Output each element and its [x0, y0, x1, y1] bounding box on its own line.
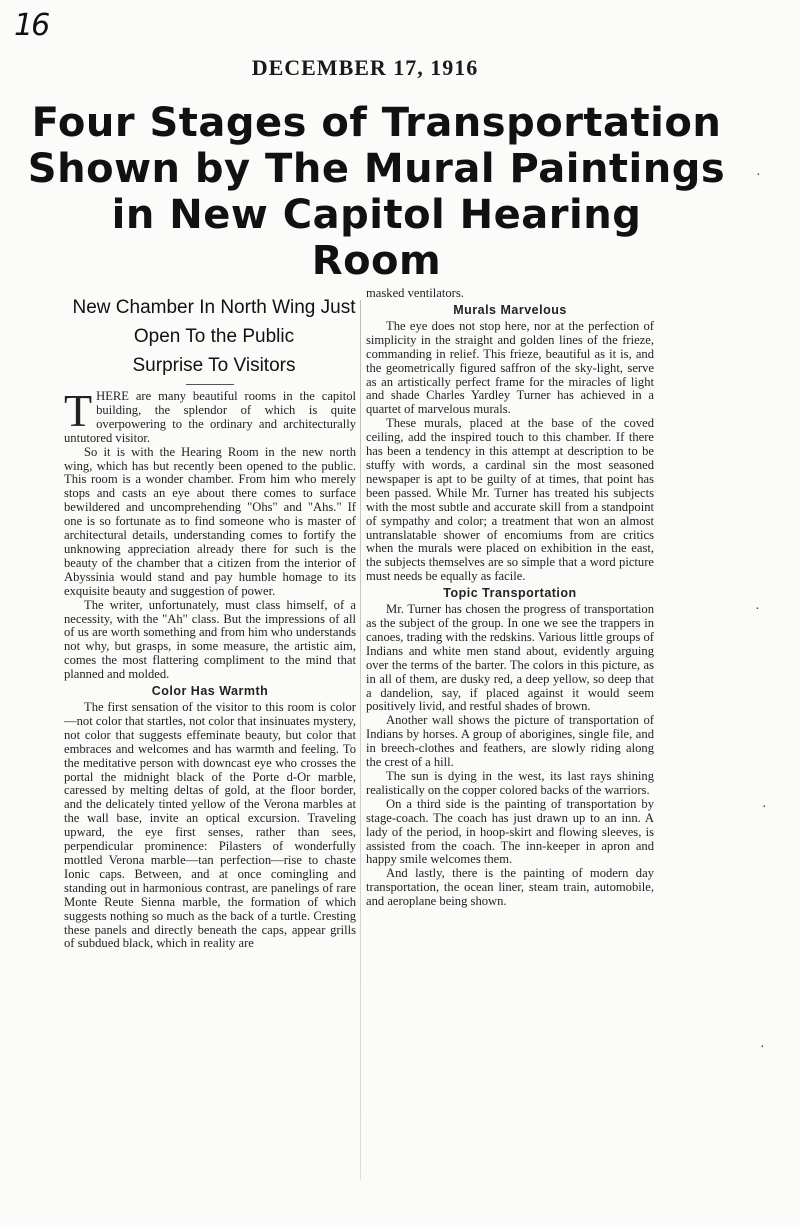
stray-mark: ·	[756, 168, 761, 183]
section-heading: Topic Transportation	[443, 586, 577, 601]
article-paragraph: THERE are many beautiful rooms in the capitol building, the splendor of which is quite overpowering to the ordinary and architecturally untutored visitor.	[64, 385, 356, 445]
headline	[24, 100, 729, 284]
subhead-line: Open To the Public	[133, 326, 295, 347]
article-paragraph: These murals, placed at the base of the coved ceiling, add the inspired touch to this chamber. If there has been a tendency in this attempt at description to be stuffy with words, a cardinal sin the most seasoned newspaper is apt to be guilty of at times, that point has been passed. While Mr. Turner has treated his subjects with the most subtle and accurate skill from a standpoint of sympathy and color; a treatment that won an almost untranslatable shower of encomiums from are critics when the murals were placed on exhibition in the east, the subjects themselves are so simple that a word picture must needs be equally as facile.	[366, 416, 654, 584]
headline-line: Room	[311, 238, 442, 284]
article-paragraph: Another wall shows the picture of transportation of Indians by horses. A group of aborigines, single file, and in breech-clothes and feathers, are slowly riding along the crest of a hill.	[366, 713, 654, 770]
subheadline	[66, 293, 362, 380]
stray-mark: ·	[760, 1040, 765, 1055]
stray-mark: ·	[755, 602, 760, 617]
section-heading: Color Has Warmth	[151, 684, 269, 699]
article-paragraph: Mr. Turner has chosen the progress of transportation as the subject of the group. In one we see the trappers in canoes, trading with the redskins. Various little groups of Indians and white men stand about, evidently arguing over the terms of the barter. The colors in this picture, as in all of them, are dusky red, a deep yellow, so deep that a dandelion, say, if placed against it would seem positively livid, and restful shades of brown.	[366, 602, 654, 714]
article-paragraph: The eye does not stop here, nor at the perfection of simplicity in the straight and golden lines of the frieze, commanding in relief. This frieze, beautiful as it is, and the geometrically figured saffron of the sky-light, serve as an artistically perfect frame for the miracles of light and shade Charles Yardley Turner has achieved in a quartet of marvelous murals.	[366, 318, 654, 417]
article-paragraph: So it is with the Hearing Room in the new north wing, which has but recently been opened to the public. This room is a wonder chamber. From him who merely stops and casts an eye about there comes to surface bewildered and uncomprehending "Ohs" and "Ahs." If one is so fortunate as to find someone who is master of architectural details, understanding comes to fortify the unknowing appreciation already there for such is the beauty of the chamber that a citizen from the interior of Abyssinia would stand and pay humble homage to its exquisite beauty and suggestion of power.	[64, 444, 356, 598]
article-paragraph: The sun is dying in the west, its last rays shining realistically on the copper colored backs of the warriors.	[366, 769, 654, 797]
article-paragraph: The first sensation of the visitor to this room is color—not color that startles, not color that insinuates mystery, not color that suggests effeminate beauty, but color that embraces and welcomes and has warmth and feeling. To the meditative person with downcast eye who crosses the portal the midnight black of the Porte d-Or marble, caressed by melting deltas of gold, at the floor border, and the delicately tinted yellow of the Verona marbles at the wall base, invite an optical excursion. Traveling upward, the eye first senses, rather than sees, perpendicular prominence: Pilasters of wonderfully mottled Verona marble—tan perfection—rise to chaste Ionic caps. Between, and at once comingling and standing out in harmonious contrast, are panelings of rare Monte Reute Sienna marble, the formation of which suggests nothing so much as the back of a turtle. Cresting these panels and directly beneath the caps, appear grills of subdued black, which in reality are	[64, 700, 356, 951]
article-paragraph: masked ventilators.	[366, 286, 464, 300]
article-column-right	[366, 287, 654, 909]
article-paragraph: The writer, unfortunately, must class himself, of a necessity, with the "Ah" class. But the impressions of all of us are worth something and from him who understands not why, but grasps, in some measure, the artistic aim, comes the most flattering compliment to the mind that planned and molded.	[64, 597, 356, 682]
column-divider	[360, 300, 361, 1180]
headline-line: Four Stages of Transportation	[31, 100, 722, 146]
section-heading: Murals Marvelous	[453, 302, 567, 317]
headline-line: in New Capitol Hearing	[111, 192, 642, 238]
subhead-line: New Chamber In North Wing Just	[72, 297, 356, 318]
subhead-line: Surprise To Visitors	[132, 355, 296, 376]
page-number: 16	[14, 8, 49, 43]
section-rule	[186, 384, 234, 385]
dateline: DECEMBER 17, 1916	[251, 55, 479, 80]
headline-line: Shown by The Mural Paintings	[27, 146, 726, 192]
article-paragraph: On a third side is the painting of transportation by stage-coach. The coach has just drawn up to an inn. A lady of the period, in hoop-skirt and flowing sleeves, is assisted from the coach. The inn-keeper in apron and happy smile welcomes them.	[366, 796, 654, 867]
article-paragraph: And lastly, there is the painting of modern day transportation, the ocean liner, steam train, automobile, and aeroplane being shown.	[366, 866, 654, 909]
article-column-left	[64, 385, 356, 951]
stray-mark: ·	[762, 800, 767, 815]
